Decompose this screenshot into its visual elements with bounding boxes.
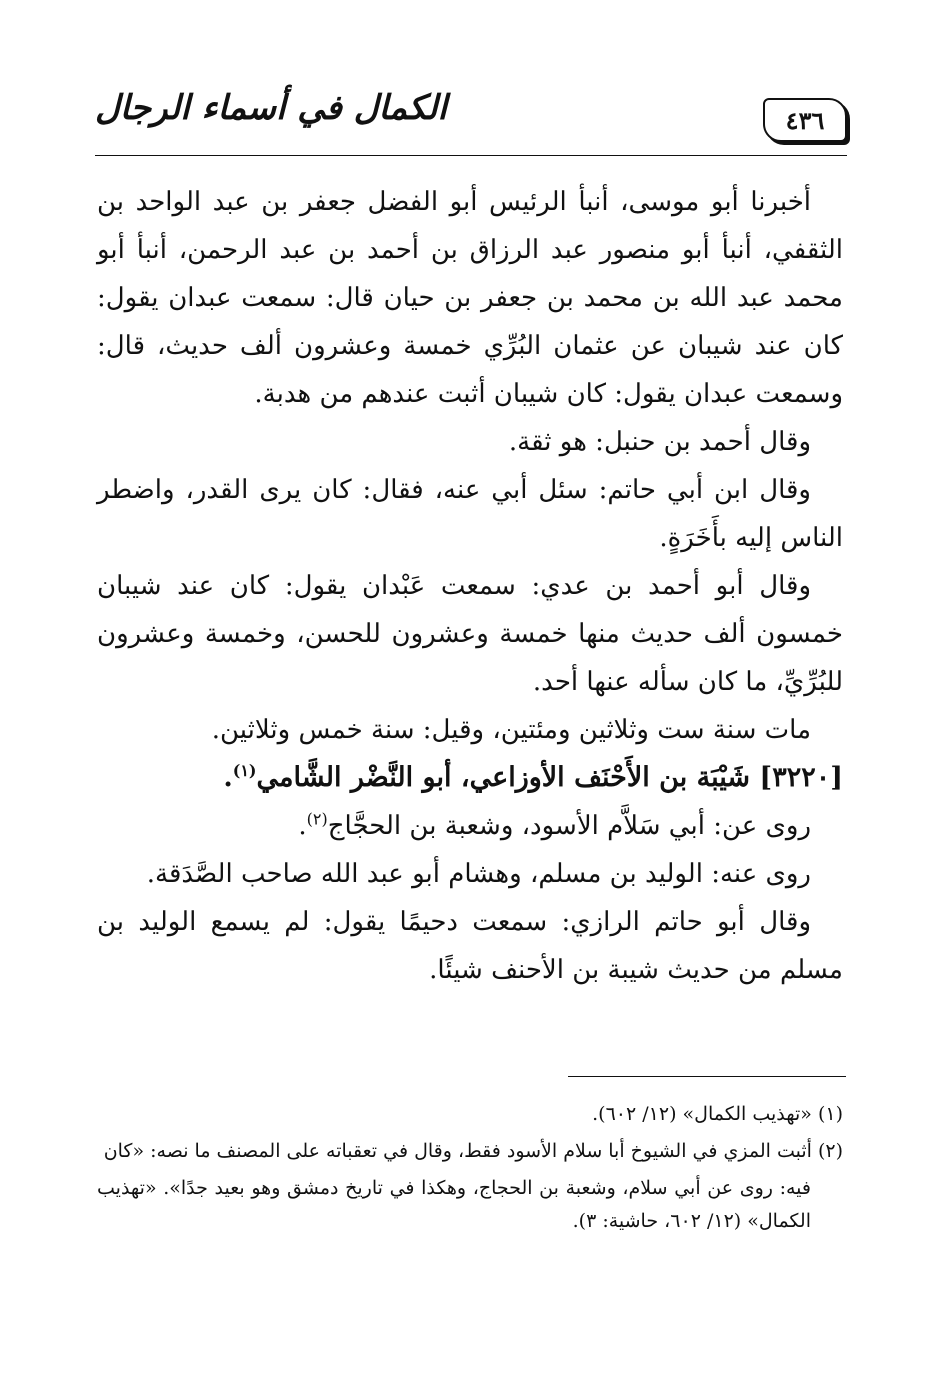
footnote-1: (١) «تهذيب الكمال» (١٢/ ٦٠٢). [592,1103,843,1125]
entry-heading-text: [٣٢٢٠] شَيْبَة بن الأَحْنَف الأوزاعي، أبو النَّضْر الشَّامي [256,762,843,793]
narrated-from-text: روى عن: أبي سَلاَّم الأسود، وشعبة بن الحجَّاج [327,811,811,841]
footnotes [97,1098,843,1242]
paragraph-abu-hatim: وقال أبو حاتم الرازي: سمعت دحيمًا يقول: لم يسمع الوليد بن مسلم من حديث شيبة بن الأحنف شيئًا. [97,907,843,985]
book-title: الكمال في أسماء الرجال [95,88,447,128]
footnote-ref-1: (١) [232,761,257,780]
narrated-by: روى عنه: الوليد بن مسلم، وهشام أبو عبد الله صاحب الصَّدَقة. [146,859,811,889]
paragraph-ahmad: وقال أحمد بن حنبل: هو ثقة. [508,427,811,457]
paragraph-death: مات سنة ست وثلاثين ومئتين، وقيل: سنة خمس وثلاثين. [211,715,811,745]
footnote-2-continuation: فيه: روى عن أبي سلام، وشعبة بن الحجاج، وهكذا في تاريخ دمشق وهو بعيد جدًا». «تهذيب الكمال» (١٢/ ٦٠٢، حاشية: ٣). [97,1177,811,1232]
entry-heading: [٣٢٢٠] شَيْبَة بن الأَحْنَف الأوزاعي، أبو النَّضْر الشَّامي$^{(١)}$. [223,761,843,793]
paragraph-ibn-abi-hatim: وقال ابن أبي حاتم: سئل أبي عنه، فقال: كان يرى القدر، واضطر الناس إليه بأَخَرَةٍ. [97,475,843,553]
narrated-from: روى عن: أبي سَلاَّم الأسود، وشعبة بن الحجَّاج$^{(٢)}$. [298,809,811,841]
paragraph-ibn-adi: وقال أبو أحمد بن عدي: سمعت عَبْدان يقول: كان عند شيبان خمسون ألف حديث منها خمسة وعشرون للحسن، وخمسة وعشرون للبُرِّيِّ، ما كان سأله عنها أحد. [97,571,843,697]
footnote-2-first-line: (٢) أثبت المزي في الشيوخ أبا سلام الأسود فقط، وقال في تعقباته على المصنف ما نصه: «كان [103,1140,843,1162]
footnote-divider [568,1076,846,1077]
paragraph-isnad: أخبرنا أبو موسى، أنبأ الرئيس أبو الفضل جعفر بن عبد الواحد بن الثقفي، أنبأ أبو منصور عبد الرزاق بن أحمد بن عبد الرحمن، أنبأ أبو محمد عبد الله بن محمد بن جعفر بن حيان قال: سمعت عبدان يقول: كان عند شيبان عن عثمان البُرِّي خمسة وعشرون ألف حديث، قال: وسمعت عبدان يقول: كان شيبان أثبت عندهم من هدبة. [97,187,843,409]
main-text [97,178,843,994]
page-number: ٤٣٦ [763,98,847,142]
header-divider [95,155,847,156]
page-header [95,86,847,156]
footnote-ref-2: (٢) [306,809,328,829]
